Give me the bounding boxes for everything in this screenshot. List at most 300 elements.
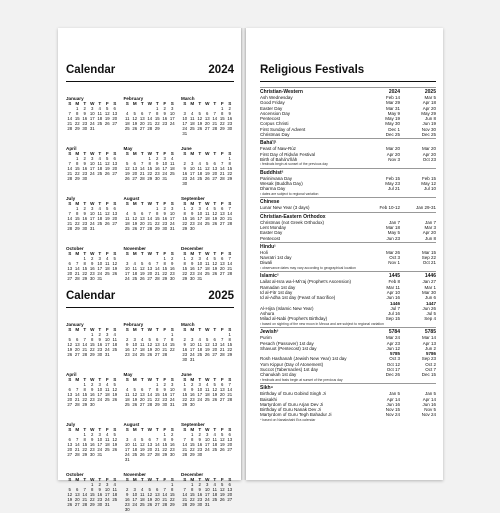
day-cell: 3 bbox=[198, 256, 201, 261]
day-cell: 11 bbox=[170, 161, 175, 166]
day-cell: 7 bbox=[68, 211, 71, 216]
day-cell bbox=[111, 352, 119, 357]
day-cell: 10 bbox=[197, 387, 203, 392]
day-cell: 21 bbox=[219, 347, 225, 352]
day-cell: 4 bbox=[113, 482, 116, 487]
festival-name: Chanukah 1st day bbox=[260, 372, 297, 378]
festival-date: Apr 20 bbox=[386, 151, 400, 157]
day-cell: 20 bbox=[74, 347, 80, 352]
day-cell: 4 bbox=[98, 156, 101, 161]
day-cell: 23 bbox=[82, 221, 88, 226]
day-cell: 13 bbox=[227, 487, 233, 492]
month-february bbox=[124, 96, 177, 137]
weekday-label: S bbox=[113, 477, 117, 482]
day-cell: 4 bbox=[126, 211, 129, 216]
week-rows bbox=[66, 482, 119, 513]
day-cell: 2 bbox=[91, 256, 94, 261]
day-cell: 28 bbox=[67, 176, 73, 181]
footnote: ⁴ based on Nanakshahi Era calendar bbox=[260, 417, 316, 422]
festival-date: Nov 24 bbox=[421, 412, 436, 418]
day-cell: 30 bbox=[169, 276, 175, 281]
day-cell: 7 bbox=[76, 261, 79, 266]
day-cell: 9 bbox=[98, 337, 101, 342]
festival-date: May 9 bbox=[387, 110, 400, 116]
week-row bbox=[66, 176, 119, 181]
month-november bbox=[124, 472, 177, 513]
day-cell: 12 bbox=[212, 261, 218, 266]
festival-name: Ashura bbox=[260, 311, 275, 317]
day-cell: 31 bbox=[169, 402, 175, 407]
day-cell: 8 bbox=[163, 437, 166, 442]
weekday-label: T bbox=[213, 427, 217, 432]
day-cell: 30 bbox=[82, 176, 88, 181]
day-cell: 30 bbox=[162, 226, 168, 231]
day-cell: 4 bbox=[126, 387, 129, 392]
festival-date: Nov 1 bbox=[388, 260, 400, 266]
weekday-label: W bbox=[147, 151, 152, 156]
day-cell: 7 bbox=[228, 382, 231, 387]
day-cell: 11 bbox=[205, 261, 210, 266]
day-cell: 11 bbox=[197, 342, 202, 347]
day-cell: 12 bbox=[147, 342, 153, 347]
day-cell bbox=[211, 357, 219, 362]
day-cell: 26 bbox=[204, 352, 210, 357]
day-cell: 6 bbox=[141, 387, 144, 392]
day-cell: 5 bbox=[148, 337, 151, 342]
day-cell: 23 bbox=[182, 176, 188, 181]
day-cell: 14 bbox=[182, 442, 188, 447]
day-cell: 25 bbox=[139, 502, 145, 507]
day-cell: 15 bbox=[227, 166, 233, 171]
day-cell: 13 bbox=[139, 216, 145, 221]
festival-date: 1446 bbox=[389, 300, 400, 306]
weekday-label: F bbox=[163, 377, 167, 382]
festival-name: Milad al-Nabi (Prophet's Birthday) bbox=[260, 316, 328, 322]
day-cell bbox=[219, 276, 227, 281]
day-cell: 22 bbox=[182, 271, 188, 276]
day-cell: 21 bbox=[219, 171, 225, 176]
day-cell: 22 bbox=[182, 221, 188, 226]
day-cell: 10 bbox=[97, 261, 103, 266]
weekday-label: S bbox=[113, 377, 117, 382]
weekday-label: F bbox=[163, 101, 167, 106]
day-cell: 16 bbox=[162, 392, 168, 397]
day-cell: 9 bbox=[171, 261, 174, 266]
day-cell: 20 bbox=[132, 171, 138, 176]
day-cell: 4 bbox=[106, 256, 109, 261]
month-row bbox=[66, 472, 234, 513]
day-cell: 3 bbox=[163, 156, 166, 161]
week-row bbox=[66, 276, 119, 281]
weekday-label: T bbox=[83, 327, 87, 332]
day-cell bbox=[111, 452, 119, 457]
festival-date: Mar 15 bbox=[421, 249, 436, 255]
festival-date: Mar 5 bbox=[424, 95, 436, 100]
day-cell: 13 bbox=[154, 492, 160, 497]
day-cell: 26 bbox=[104, 121, 110, 126]
day-cell: 14 bbox=[139, 166, 145, 171]
festival-date: Sep 22 bbox=[421, 255, 436, 261]
day-cell: 19 bbox=[219, 492, 225, 497]
day-cell: 11 bbox=[125, 216, 130, 221]
day-cell bbox=[219, 452, 227, 457]
day-cell: 13 bbox=[219, 387, 225, 392]
day-cell: 10 bbox=[132, 342, 138, 347]
weekday-label: T bbox=[83, 477, 87, 482]
month-name: March bbox=[181, 96, 195, 101]
week-row bbox=[66, 452, 119, 457]
weekday-label: S bbox=[68, 377, 72, 382]
festival-date: Jun 23 bbox=[386, 235, 400, 241]
festival-date: Jun 12 bbox=[386, 345, 400, 351]
week-row bbox=[181, 452, 234, 457]
day-cell: 30 bbox=[97, 502, 103, 507]
day-cell: 31 bbox=[197, 276, 203, 281]
weekday-label: F bbox=[220, 377, 224, 382]
day-cell bbox=[104, 402, 112, 407]
weekday-label: S bbox=[170, 477, 174, 482]
day-cell: 15 bbox=[89, 492, 95, 497]
day-cell: 23 bbox=[197, 497, 203, 502]
day-cell: 22 bbox=[162, 447, 168, 452]
day-cell: 20 bbox=[139, 397, 145, 402]
weekday-label: F bbox=[163, 427, 167, 432]
day-cell: 30 bbox=[227, 126, 233, 131]
day-cell: 10 bbox=[124, 266, 130, 271]
day-cell: 10 bbox=[169, 387, 175, 392]
festival-name: Ash Wednesday bbox=[260, 95, 293, 100]
day-cell: 3 bbox=[106, 482, 109, 487]
festival-date: Feb 14 bbox=[385, 95, 400, 100]
day-cell: 17 bbox=[97, 392, 103, 397]
weekday-label: S bbox=[68, 327, 72, 332]
weekday-label: T bbox=[213, 477, 217, 482]
day-cell: 17 bbox=[97, 266, 103, 271]
festival-date: Jul 16 bbox=[387, 311, 400, 317]
festival-date: Jun 16 bbox=[386, 295, 400, 301]
weekday-label: W bbox=[90, 251, 95, 256]
day-cell: 19 bbox=[67, 347, 73, 352]
festival-date: Apr 23 bbox=[386, 340, 400, 346]
day-cell: 12 bbox=[139, 266, 145, 271]
weekday-label: T bbox=[198, 327, 202, 332]
festivals-title: Religious Festivals bbox=[260, 64, 365, 76]
day-cell bbox=[226, 452, 234, 457]
weekday-label: S bbox=[125, 377, 129, 382]
day-cell: 29 bbox=[189, 452, 195, 457]
day-cell: 2 bbox=[191, 256, 194, 261]
day-cell: 26 bbox=[112, 397, 118, 402]
day-cell: 3 bbox=[198, 382, 201, 387]
divider bbox=[66, 81, 234, 82]
festival-date: Jan 5 bbox=[388, 391, 400, 397]
day-cell: 5 bbox=[141, 261, 144, 266]
week-row bbox=[66, 502, 119, 507]
day-cell: 15 bbox=[189, 492, 195, 497]
weekday-label: W bbox=[147, 251, 152, 256]
day-cell: 22 bbox=[82, 271, 88, 276]
day-cell: 5 bbox=[113, 256, 116, 261]
day-cell: 21 bbox=[227, 216, 233, 221]
day-cell: 6 bbox=[141, 111, 144, 116]
weekday-label: W bbox=[147, 427, 152, 432]
day-cell: 27 bbox=[227, 497, 233, 502]
day-cell: 12 bbox=[219, 487, 225, 492]
month-grid bbox=[66, 96, 234, 287]
festival-name: Dharma Day bbox=[260, 186, 286, 192]
weekday-label: F bbox=[220, 201, 224, 206]
day-cell: 15 bbox=[162, 266, 168, 271]
day-cell: 25 bbox=[139, 352, 145, 357]
weekday-label: S bbox=[228, 377, 232, 382]
festival-name: Easter Day bbox=[260, 230, 283, 236]
festival-date: Jan 5 bbox=[424, 391, 436, 397]
week-rows bbox=[181, 332, 234, 363]
month-row bbox=[66, 322, 234, 363]
week-row bbox=[181, 402, 234, 407]
day-cell: 10 bbox=[204, 487, 210, 492]
day-cell: 19 bbox=[112, 266, 118, 271]
festival-date: May 12 bbox=[421, 181, 436, 187]
section-name: Hindu¹ bbox=[260, 243, 276, 250]
day-cell: 4 bbox=[171, 156, 174, 161]
day-cell: 2 bbox=[163, 206, 166, 211]
festival-date: Jun 8 bbox=[424, 116, 436, 122]
weekday-label: S bbox=[228, 251, 232, 256]
day-cell: 4 bbox=[113, 332, 116, 337]
weekday-label: W bbox=[90, 427, 95, 432]
day-cell: 8 bbox=[171, 337, 174, 342]
day-cell: 2 bbox=[183, 161, 186, 166]
day-cell: 12 bbox=[204, 166, 210, 171]
day-cell: 9 bbox=[191, 211, 194, 216]
year-heading: 5785 bbox=[424, 329, 436, 336]
day-cell: 11 bbox=[125, 116, 130, 121]
weekday-label: F bbox=[105, 477, 109, 482]
weekday-label: T bbox=[198, 251, 202, 256]
day-cell: 5 bbox=[133, 211, 136, 216]
day-cell: 23 bbox=[182, 352, 188, 357]
day-cell: 2 bbox=[191, 206, 194, 211]
day-cell: 2 bbox=[83, 206, 86, 211]
day-cell: 16 bbox=[182, 171, 188, 176]
day-cell: 26 bbox=[219, 497, 225, 502]
day-cell: 11 bbox=[197, 166, 202, 171]
day-cell: 7 bbox=[163, 337, 166, 342]
day-cell: 22 bbox=[74, 221, 80, 226]
day-cell: 29 bbox=[154, 226, 160, 231]
day-cell: 4 bbox=[133, 261, 136, 266]
day-cell: 20 bbox=[67, 271, 73, 276]
day-cell: 1 bbox=[148, 156, 151, 161]
day-cell: 19 bbox=[132, 397, 138, 402]
day-cell: 2 bbox=[163, 106, 166, 111]
festival-name: Purim bbox=[260, 335, 272, 341]
weekday-label: W bbox=[205, 201, 210, 206]
day-cell: 16 bbox=[97, 492, 103, 497]
festival-name: Wesak (Buddha Day) bbox=[260, 181, 303, 187]
day-cell: 13 bbox=[204, 116, 210, 121]
weekday-label: T bbox=[98, 101, 102, 106]
section-name: Sikh⁴ bbox=[260, 385, 274, 392]
day-cell: 18 bbox=[204, 266, 210, 271]
day-cell: 21 bbox=[162, 347, 168, 352]
weekday-label: W bbox=[205, 101, 210, 106]
day-cell: 13 bbox=[147, 442, 153, 447]
day-cell: 11 bbox=[190, 116, 195, 121]
calendar-page bbox=[58, 28, 241, 512]
month-june bbox=[181, 146, 234, 187]
festival-name: Birthday of Guru Gobind Singh Ji bbox=[260, 391, 326, 397]
day-cell: 24 bbox=[97, 397, 103, 402]
day-cell bbox=[219, 131, 227, 136]
day-cell: 12 bbox=[219, 437, 225, 442]
day-cell: 13 bbox=[74, 492, 80, 497]
day-cell: 1 bbox=[228, 332, 231, 337]
weekday-label: S bbox=[170, 427, 174, 432]
day-cell: 5 bbox=[133, 111, 136, 116]
weekday-label: M bbox=[75, 377, 80, 382]
day-cell: 4 bbox=[106, 432, 109, 437]
month-name: July bbox=[66, 422, 76, 427]
day-cell: 29 bbox=[89, 502, 95, 507]
day-cell: 17 bbox=[204, 492, 210, 497]
day-cell bbox=[111, 176, 119, 181]
day-cell bbox=[169, 126, 177, 131]
festival-name: Easter Day bbox=[260, 105, 283, 111]
calendar-title: Calendar bbox=[66, 290, 116, 302]
day-cell: 27 bbox=[219, 397, 225, 402]
day-cell: 12 bbox=[67, 342, 73, 347]
day-cell: 12 bbox=[104, 211, 110, 216]
day-cell: 16 bbox=[82, 116, 88, 121]
day-cell: 18 bbox=[212, 492, 218, 497]
festival-row bbox=[260, 186, 436, 191]
festival-name: Lent Monday bbox=[260, 224, 287, 230]
day-cell: 3 bbox=[171, 382, 174, 387]
day-cell: 12 bbox=[132, 216, 138, 221]
day-cell bbox=[96, 126, 104, 131]
day-cell: 1 bbox=[156, 106, 159, 111]
day-cell: 19 bbox=[204, 347, 210, 352]
day-cell bbox=[219, 402, 227, 407]
day-cell: 5 bbox=[221, 432, 224, 437]
day-cell: 5 bbox=[221, 482, 224, 487]
day-cell: 1 bbox=[183, 206, 186, 211]
day-cell: 14 bbox=[147, 392, 153, 397]
day-cell: 28 bbox=[147, 226, 153, 231]
day-cell: 18 bbox=[132, 447, 138, 452]
day-cell bbox=[96, 176, 104, 181]
festival-date: Nov 15 bbox=[385, 407, 400, 413]
day-cell: 9 bbox=[91, 387, 94, 392]
week-rows bbox=[181, 432, 234, 463]
day-cell: 26 bbox=[212, 271, 218, 276]
day-cell: 13 bbox=[147, 266, 153, 271]
day-cell: 14 bbox=[67, 216, 73, 221]
day-cell: 9 bbox=[83, 211, 86, 216]
weekday-label: T bbox=[213, 251, 217, 256]
day-cell: 29 bbox=[154, 126, 160, 131]
day-cell: 19 bbox=[112, 392, 118, 397]
day-cell: 14 bbox=[162, 492, 168, 497]
calendar-year-2024 bbox=[66, 64, 234, 287]
day-cell: 1 bbox=[221, 106, 224, 111]
day-cell: 18 bbox=[97, 166, 103, 171]
day-cell: 16 bbox=[169, 442, 175, 447]
weekday-label: M bbox=[132, 477, 137, 482]
day-cell bbox=[204, 181, 212, 186]
day-cell: 15 bbox=[154, 216, 160, 221]
day-cell: 23 bbox=[97, 497, 103, 502]
day-cell: 29 bbox=[182, 402, 188, 407]
festival-date: Apr 20 bbox=[422, 151, 436, 157]
day-cell: 27 bbox=[112, 171, 118, 176]
month-april bbox=[66, 372, 119, 413]
month-name: December bbox=[181, 472, 204, 477]
calendar-header bbox=[66, 290, 234, 304]
weekday-label: F bbox=[220, 151, 224, 156]
month-august bbox=[124, 422, 177, 463]
day-cell: 30 bbox=[97, 352, 103, 357]
festival-section bbox=[260, 197, 436, 210]
day-cell: 22 bbox=[89, 497, 95, 502]
day-cell: 3 bbox=[198, 206, 201, 211]
day-cell bbox=[111, 226, 119, 231]
day-cell: 27 bbox=[154, 352, 160, 357]
day-cell: 17 bbox=[89, 216, 95, 221]
week-row bbox=[66, 226, 119, 231]
day-cell bbox=[146, 457, 154, 462]
day-cell: 24 bbox=[124, 452, 130, 457]
festival-name: Shavuot (Pentecost) 1st day bbox=[260, 345, 317, 351]
day-cell: 5 bbox=[213, 382, 216, 387]
day-cell: 2 bbox=[91, 432, 94, 437]
day-cell: 17 bbox=[197, 392, 203, 397]
day-cell: 28 bbox=[82, 352, 88, 357]
day-cell: 13 bbox=[112, 111, 118, 116]
day-cell: 19 bbox=[212, 216, 218, 221]
day-cell: 23 bbox=[162, 121, 168, 126]
festival-name: Yom Kippur (Day of Atonement) bbox=[260, 361, 324, 367]
day-cell: 1 bbox=[83, 256, 86, 261]
day-cell: 19 bbox=[124, 171, 130, 176]
day-cell: 27 bbox=[139, 226, 145, 231]
day-cell: 3 bbox=[171, 206, 174, 211]
day-cell: 30 bbox=[82, 226, 88, 231]
day-cell: 25 bbox=[97, 121, 103, 126]
week-rows bbox=[124, 332, 177, 363]
week-row bbox=[124, 457, 177, 462]
day-cell: 2 bbox=[156, 156, 159, 161]
weekday-label: T bbox=[83, 101, 87, 106]
festival-date: Dec 26 bbox=[385, 372, 400, 378]
day-cell: 6 bbox=[156, 337, 159, 342]
day-cell: 28 bbox=[154, 276, 160, 281]
day-cell: 8 bbox=[191, 437, 194, 442]
day-cell: 19 bbox=[212, 266, 218, 271]
festival-date: Jun 16 bbox=[422, 401, 436, 407]
day-cell: 29 bbox=[82, 452, 88, 457]
day-cell: 5 bbox=[206, 337, 209, 342]
week-row bbox=[124, 176, 177, 181]
day-cell: 11 bbox=[105, 261, 110, 266]
weekday-label: W bbox=[90, 101, 95, 106]
day-cell: 10 bbox=[169, 111, 175, 116]
festival-date: Jul 10 bbox=[423, 186, 436, 192]
day-cell: 23 bbox=[89, 447, 95, 452]
day-cell: 9 bbox=[191, 387, 194, 392]
